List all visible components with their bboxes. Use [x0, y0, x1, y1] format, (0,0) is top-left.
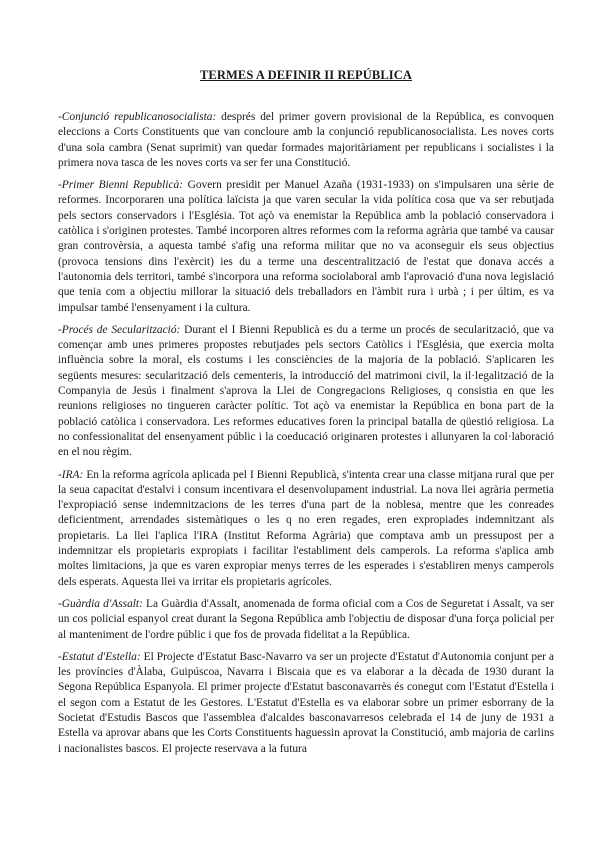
section-ira [58, 468, 554, 590]
section-estatut-estella [58, 650, 554, 757]
document-page [58, 68, 554, 764]
section-text: Durant el I Bienni Republicà es du a terme un procés de secularització, que va començar amb unes primeres propostes rebutjades pels sectors Catòlics i l'Església, que exercia molta influència sobre la moral, els costums i les consciències de la majoria de la població. S'aplicaren les següents mesures: secularització dels cementeris, la introducció del matrimoni civil, la il·legalització de la Companyia de Jesús i finalment s'aprova la Llei de Congregacions Religioses, q consistia en que les reunions religioses no tingueren caràcter polític. Tot açò va enemistar la República en bona part de la població catòlica i conservadora. Les reformes educatives foren la principal batalla de qüestió religiosa. La no confessionalitat del ensenyament públic i la coeducació originaren protestes i allunyaren la col·laboració en el nou règim. [58, 323, 554, 459]
section-secularitzacio [58, 323, 554, 461]
section-guardia-assalt [58, 597, 554, 643]
section-conjuncio [58, 110, 554, 171]
document-title: TERMES A DEFINIR II REPÚBLICA [200, 68, 412, 82]
section-term: -Guàrdia d'Assalt: [58, 597, 143, 610]
section-term: -Conjunció republicanosocialista: [58, 111, 217, 123]
section-text: després del primer govern provisional de la República, es convoquen eleccions a Corts Constituents que van concloure amb la conjunció republicanosocialista. Les noves corts d'una sola cambra (Senat suprimit) van quedar formades majoritàriament per republicans i socialistes i la primera nova tasca de les noves corts va ser fer una Constitució. [58, 111, 554, 169]
section-primer-bienni [58, 178, 554, 316]
section-term: -Procés de Secularització: [58, 323, 181, 336]
section-text: El Projecte d'Estatut Basc-Navarro va ser un projecte d'Estatut d'Autonomia conjunt per a les províncies d'Àlaba, Guipúscoa, Navarra i Biscaia que es va elaborar a la dècada de 1930 durant la Segona República Espanyola. El primer projecte d'Estatut basconavarrès és conegut com l'Estatut d'Estella i el segon com a Estatut de les Gestores. L'Estatut d'Estella es va elaborar sobre un primer esborrany de la Societat d'Estudis Bascos que l'assemblea d'alcaldes basconavarresos celebrada el 14 de juny de 1931 a Estella va aprovar abans que les Corts Constituents haguessin aprovat la Constitució, amb majoria de carlins i nacionalistes bascos. El projecte reservava a la futura [58, 650, 554, 755]
section-text: Govern presidit per Manuel Azaña (1931-1933) on s'impulsaren una sèrie de reformes. Incorporaren una política laïcista ja que varen secular la vida política cosa que va ser rebutjada pels sectors conservadors i l'Església. Tot açò va enemistar la República amb la població conservadora i catòlica i s'originen protestes. També incorporen altres reformes com la reforma agrària que també va causar gran controvèrsia, a aquesta també s'afig una reforma militar que no va aconseguir els seus objectius (provoca tensions dins l'exèrcit) ies du a terme una descentralització de l'estat que donava accés a l'autonomia dels territori, també s'incorpora una reforma sociolaboral amb l'aprovació d'una nova legislació que tenia com a objectiu millorar la situació dels treballadors en l'àmbit rura i urbà ; i per últim, es va impulsar també l'ensenyament i la cultura. [58, 179, 554, 314]
section-text: En la reforma agrícola aplicada pel I Bienni Republicà, s'intenta crear una classe mitjana rural que per la seua capacitat d'estalvi i consum incentivara el desenvolupament industrial. La nova llei agrària permetia l'expropiació sense indemnitzacions de les terres d'una part de la noblesa, mentre que les conreades deficientment, arrendades sistemàtiques o les q no eren regades, eren expropiades indemnitzant als propietaris. La llei l'aplica l'IRA (Institut Reforma Agrària) que comptava amb un pressupost per a indemnitzar els propietaris expropiats i facilitar l'establiment dels camperols. La reforma s'aplica amb moltes limitacions, ja que es varen expropiar menys terres de les esperades i s'establiren menys camperols dels esperats. Aquesta llei va irritar els propietaris agrícoles. [58, 468, 554, 588]
section-term: -IRA: [58, 468, 84, 481]
section-text: La Guàrdia d'Assalt, anomenada de forma oficial com a Cos de Seguretat i Assalt, va ser un cos policial espanyol creat durant la Segona República amb l'objectiu de disposar d'una força policial per al manteniment de l'ordre públic i que fos de provada fidelitat a la República. [58, 597, 554, 641]
section-term: -Primer Bienni Republicà: [58, 179, 183, 192]
section-term: -Estatut d'Estella: [58, 650, 141, 663]
